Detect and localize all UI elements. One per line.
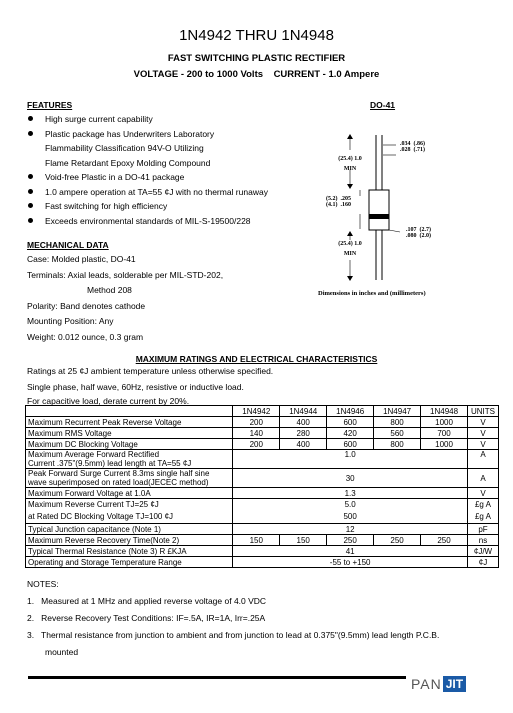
table-cell: -55 to +150 xyxy=(233,557,468,568)
table-row xyxy=(26,499,499,524)
table-cell: 600 xyxy=(327,417,374,428)
table-cell: 200 xyxy=(233,439,280,450)
document-title: 1N4942 THRU 1N4948 xyxy=(179,27,334,44)
document-subtitle: FAST SWITCHING PLASTIC RECTIFIER xyxy=(167,53,346,64)
column-header: 1N4947 xyxy=(374,406,421,417)
unit-cell: ¢J xyxy=(468,557,499,568)
feature-item: Exceeds environmental standards of MIL-S-19500/228 xyxy=(25,214,268,229)
feature-item: Flammability Classification 94V-O Utilizing xyxy=(45,143,204,153)
table-cell: 150 xyxy=(280,535,327,546)
table-cell xyxy=(26,406,233,417)
row-label: Peak Forward Surge Current 8.3ms single half sine wave superimposed on rated load(JECEC method) xyxy=(26,469,233,488)
table-row xyxy=(26,488,499,499)
footer-rule xyxy=(28,676,406,679)
table-row xyxy=(26,439,499,450)
table-cell: 140 xyxy=(233,428,280,439)
column-header: UNITS xyxy=(468,406,499,417)
row-label: Maximum Reverse Recovery Time(Note 2) xyxy=(26,535,233,546)
unit-cell: V xyxy=(468,428,499,439)
row-label: Maximum RMS Voltage xyxy=(26,428,233,439)
ratings-note: Single phase, half wave, 60Hz, resistive or inductive load. xyxy=(27,382,244,392)
table-cell: 1.3 xyxy=(233,488,468,499)
row-label: Typical Thermal Resistance (Note 3) R £KJA xyxy=(26,546,233,557)
mechanical-data xyxy=(27,252,223,345)
top-lead-length: (25.4) 1.0 MIN xyxy=(338,156,362,172)
note-item: 3. Thermal resistance from junction to ambient and from junction to lead at 0.375"(9.5mm) lead length P.C.B. xyxy=(27,630,440,640)
table-row xyxy=(26,557,499,568)
body-diameter: .107 (2.7) .080 (2.0) xyxy=(406,227,431,239)
unit-cell: V xyxy=(468,488,499,499)
table-cell: 400 xyxy=(280,417,327,428)
table-cell: 250 xyxy=(374,535,421,546)
notes-section xyxy=(27,576,439,661)
unit-cell: A xyxy=(468,450,499,469)
table-cell: 200 xyxy=(233,417,280,428)
unit-cell: V xyxy=(468,439,499,450)
unit-cell: £g A £g A xyxy=(468,499,499,524)
table-cell: 1.0 xyxy=(233,450,468,469)
ratings-table xyxy=(25,405,499,568)
feature-item: Plastic package has Underwriters Laboratory xyxy=(25,127,268,142)
unit-cell: pF xyxy=(468,524,499,535)
table-row xyxy=(26,535,499,546)
bullet-icon xyxy=(28,116,33,121)
features-list xyxy=(25,112,268,228)
table-cell: 600 xyxy=(327,439,374,450)
table-cell: 5.0 500 xyxy=(233,499,468,524)
unit-cell: V xyxy=(468,417,499,428)
table-cell: 250 xyxy=(327,535,374,546)
table-cell: 250 xyxy=(421,535,468,546)
note-item: 1. Measured at 1 MHz and applied reverse voltage of 4.0 VDC xyxy=(27,596,267,606)
unit-cell: ¢J/W xyxy=(468,546,499,557)
mechanical-heading: MECHANICAL DATA xyxy=(27,240,109,250)
table-header-row xyxy=(26,406,499,417)
features-heading: FEATURES xyxy=(27,100,73,110)
column-header: 1N4948 xyxy=(421,406,468,417)
table-cell: 150 xyxy=(233,535,280,546)
notes-heading: NOTES: xyxy=(27,579,59,589)
feature-item: 1.0 ampere operation at TA=55 ¢J with no thermal runaway xyxy=(25,185,268,200)
mechanical-line: Polarity: Band denotes cathode xyxy=(27,300,146,311)
ratings-note: Ratings at 25 ¢J ambient temperature unless otherwise specified. xyxy=(27,366,274,376)
table-cell: 800 xyxy=(374,417,421,428)
note-item: 2. Reverse Recovery Test Conditions: IF=.5A, IR=1A, Irr=.25A xyxy=(27,613,266,623)
column-header: 1N4942 xyxy=(233,406,280,417)
row-label: Maximum Average Forward Rectified Current .375"(9.5mm) lead length at TA=55 ¢J xyxy=(26,450,233,469)
brand-logo: PAN JIT xyxy=(411,676,466,692)
feature-item: Flame Retardant Epoxy Molding Compound xyxy=(45,157,211,168)
table-cell: 12 xyxy=(233,524,468,535)
row-label: Operating and Storage Temperature Range xyxy=(26,557,233,568)
row-label: Maximum Forward Voltage at 1.0A xyxy=(26,488,233,499)
mechanical-line: Method 208 xyxy=(87,285,132,295)
bullet-icon xyxy=(28,218,33,223)
table-row xyxy=(26,469,499,488)
dimensions-caption: Dimensions in inches and (millimeters) xyxy=(318,290,426,297)
bullet-icon xyxy=(28,189,33,194)
row-label: Maximum Reverse Current TJ=25 ¢J at Rated DC Blocking Voltage TJ=100 ¢J xyxy=(26,499,233,524)
table-row xyxy=(26,417,499,428)
bullet-icon xyxy=(28,131,33,136)
row-label: Typical Junction capacitance (Note 1) xyxy=(26,524,233,535)
table-cell: 700 xyxy=(421,428,468,439)
table-cell: 1000 xyxy=(421,439,468,450)
table-row xyxy=(26,428,499,439)
voltage-current-ratings: VOLTAGE - 200 to 1000 Volts CURRENT - 1.0 Ampere xyxy=(133,69,380,80)
mechanical-line: Terminals: Axial leads, solderable per MIL-STD-202, xyxy=(27,269,224,280)
table-cell: 420 xyxy=(327,428,374,439)
table-row xyxy=(26,546,499,557)
table-cell: 41 xyxy=(233,546,468,557)
row-label: Maximum DC Blocking Voltage xyxy=(26,439,233,450)
unit-cell: ns xyxy=(468,535,499,546)
lead-diameter-inches: .034 (.86) .028 (.71) xyxy=(400,141,425,153)
column-header: 1N4946 xyxy=(327,406,374,417)
column-header: 1N4944 xyxy=(280,406,327,417)
table-cell: 400 xyxy=(280,439,327,450)
table-cell: 280 xyxy=(280,428,327,439)
note-item: mounted xyxy=(45,647,79,657)
table-row xyxy=(26,524,499,535)
table-row xyxy=(26,450,499,469)
mechanical-line: Mounting Position: Any xyxy=(27,316,114,326)
feature-item: Void-free Plastic in a DO-41 package xyxy=(25,170,268,185)
package-label: DO-41 xyxy=(370,100,396,110)
bottom-lead-length: (25.4) 1.0 MIN xyxy=(338,241,362,257)
mechanical-line: Case: Molded plastic, DO-41 xyxy=(27,254,136,264)
feature-item: Fast switching for high efficiency xyxy=(25,199,268,214)
bullet-icon xyxy=(28,174,33,179)
table-cell: 1000 xyxy=(421,417,468,428)
body-length: (5.2) .205 (4.1) .160 xyxy=(326,196,351,208)
bullet-icon xyxy=(28,203,33,208)
mechanical-line: Weight: 0.012 ounce, 0.3 gram xyxy=(27,331,144,342)
feature-item: High surge current capability xyxy=(25,112,268,127)
table-cell: 30 xyxy=(233,469,468,488)
table-cell: 560 xyxy=(374,428,421,439)
ratings-heading: MAXIMUM RATINGS AND ELECTRICAL CHARACTERISTICS xyxy=(135,354,378,364)
row-label: Maximum Recurrent Peak Reverse Voltage xyxy=(26,417,233,428)
ratings-note: For capacitive load, derate current by 20%. xyxy=(27,396,190,406)
unit-cell: A xyxy=(468,469,499,488)
table-cell: 800 xyxy=(374,439,421,450)
